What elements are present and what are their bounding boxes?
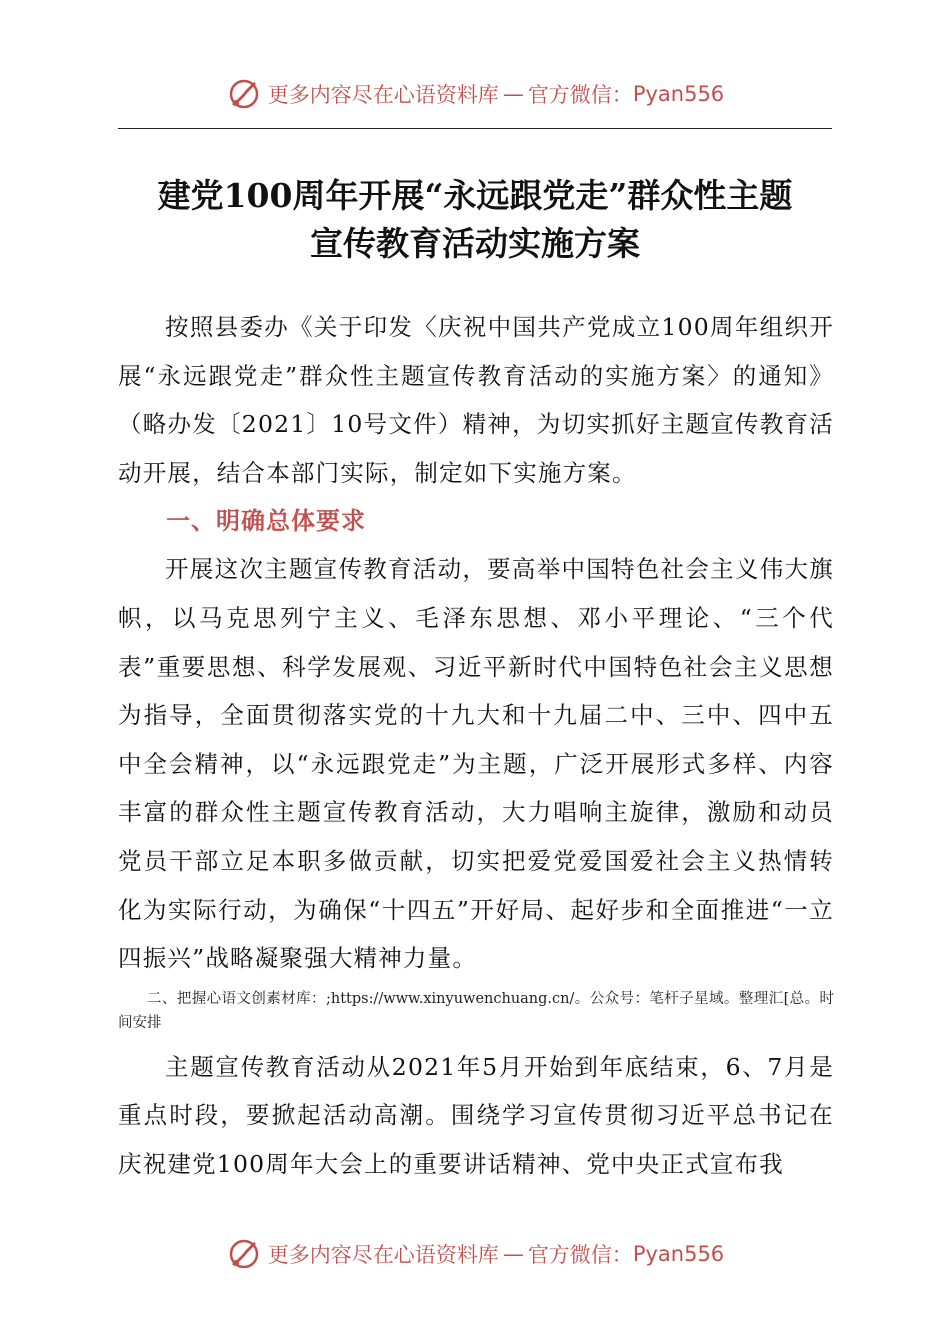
footer-banner — [0, 1234, 950, 1274]
banner-wechat-label: 官方微信： — [527, 1243, 633, 1267]
banner-text: 更多内容尽在心语资料库 — [267, 83, 499, 107]
intro-paragraph: 按照县委办《关于印发〈庆祝中国共产党成立100周年组织开展“永远跟党走”群众性主题宣传教育活动的实施方案〉的通知》（略办发〔2021〕10号文件）精神，为切实抓好主题宣传教育活动开展，结合本部门实际，制定如下实施方案。 — [118, 313, 834, 487]
brush-logo-icon — [226, 76, 262, 112]
banner-wechat-id: Pyan556 — [632, 1242, 725, 1266]
title-line-2: 宣传教育活动实施方案 — [310, 224, 640, 263]
section-2-paragraph: 主题宣传教育活动从2021年5月开始到年底结束，6、7月是重点时段，要掀起活动高潮。围绕学习宣传贯彻习近平总书记在庆祝建党100周年大会上的重要讲话精神、党中央正式宣布我 — [118, 1052, 834, 1178]
brush-logo-icon — [226, 1236, 262, 1272]
banner-wechat-id: Pyan556 — [632, 82, 725, 106]
banner-dash: — — [502, 82, 524, 106]
header-banner — [0, 74, 950, 114]
document-title — [100, 172, 850, 268]
section-1-heading: 一、明确总体要求 — [166, 507, 366, 536]
banner-text: 更多内容尽在心语资料库 — [267, 1243, 499, 1267]
section-1-paragraph: 开展这次主题宣传教育活动，要高举中国特色社会主义伟大旗帜，以马克思列宁主义、毛泽东思想、邓小平理论、“三个代表”重要思想、科学发展观、习近平新时代中国特色社会主义思想为指导，全面贯彻落实党的十九大和十九届二中、三中、四中五中全会精神，以“永远跟党走”为主题，广泛开展形式多样、内容丰富的群众性主题宣传教育活动，大力唱响主旋律，激励和动员党员干部立足本职多做贡献，切实把爱党爱国爱社会主义热情转化为实际行动，为确保“十四五”开好局、起好步和全面推进“一立四振兴”战略凝聚强大精神力量。 — [118, 555, 834, 973]
banner-wechat-label: 官方微信： — [527, 83, 633, 107]
banner-dash: — — [502, 1242, 524, 1266]
header-divider — [118, 128, 832, 129]
title-line-1: 建党100周年开展“永远跟党走”群众性主题 — [157, 176, 793, 215]
document-body — [118, 303, 834, 1189]
section-2-heading-line: 二、把握心语文创素材库：;https://www.xinyuwenchuang.cn/。公众号：笔杆子星域。整理汇[总。时间安排 — [118, 990, 834, 1031]
